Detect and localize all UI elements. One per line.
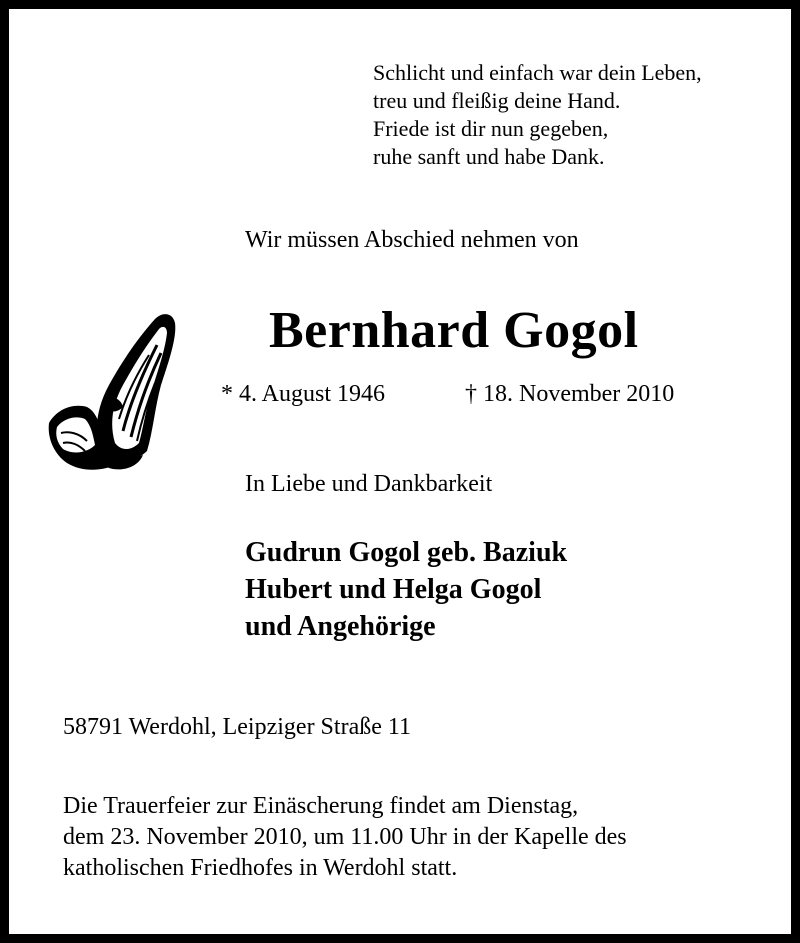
poem-line: Schlicht und einfach war dein Leben, (373, 60, 702, 85)
service-info (63, 791, 627, 884)
poem-line: treu und fleißig deine Hand. (373, 88, 621, 113)
mourner-name: Gudrun Gogol geb. Baziuk (245, 537, 568, 568)
poem-line: Friede ist dir nun gegeben, (373, 116, 609, 141)
gratitude-line: In Liebe und Dankbarkeit (245, 471, 493, 497)
mourners-list (245, 534, 567, 645)
address: 58791 Werdohl, Leipziger Straße 11 (63, 714, 411, 740)
deceased-name: Bernhard Gogol (269, 302, 639, 359)
service-line: dem 23. November 2010, um 11.00 Uhr in der Kapelle des (63, 824, 627, 850)
mourner-name: und Angehörige (245, 611, 436, 642)
poem (373, 59, 702, 171)
praying-hands-icon (43, 303, 183, 475)
service-line: katholischen Friedhofes in Werdohl statt. (63, 855, 458, 881)
poem-line: ruhe sanft und habe Dank. (373, 144, 605, 169)
mourner-name: Hubert und Helga Gogol (245, 574, 542, 605)
service-line: Die Trauerfeier zur Einäscherung findet am Dienstag, (63, 793, 579, 819)
birth-date: * 4. August 1946 (221, 381, 386, 407)
death-date: † 18. November 2010 (465, 381, 675, 407)
farewell-intro: Wir müssen Abschied nehmen von (245, 227, 579, 253)
